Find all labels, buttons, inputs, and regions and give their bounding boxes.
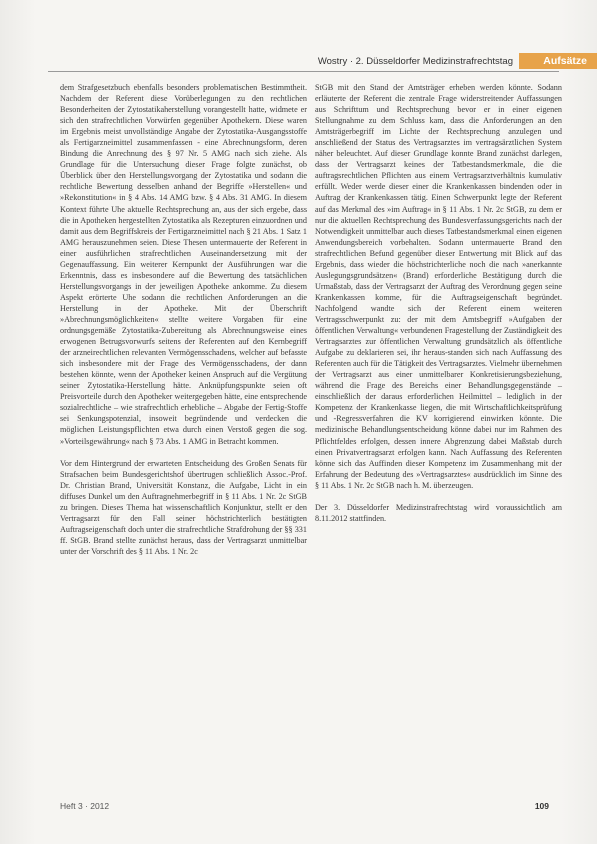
page-header [215,53,597,69]
left-paragraph-1: dem Strafgesetzbuch ebenfalls besonders problematischen Bestimmtheit. Nachdem der Referent diese Vorüberlegungen zu den rechtlichen Besonderheiten der Zytostatikaherstellung vorangestellt hatte, widmete er sich den strafrechtlichen Vorwürfen gegenüber Apothekern. Diese waren im Ergebnis meist unvollständige Angabe der Zytostatika-Ausgangsstoffe als Fertigarzneimittel zusammenfassen - eine Abrechnungsform, deren Bindung die Anrechnung des § 97 Nr. 5 AMG nach sich ziehe. Als Grundlage für die Untersuchung dieser Frage folgte zunächst, ob Überblick über den Herstellungsvorgang der Zytostatika und sodann die rechtliche Bewertung desselben anhand der Begriffe »Herstellen« und »Rekonstitution« in § 4 Abs. 14 AMG bzw. § 4 Abs. 31 AMG. In diesem Kontext führte Uhe aktuelle Rechtsprechung an, aus der sich ergebe, dass die in Apotheken hergestellten Zytostatika als Rezepturen einzuordnen und damit aus dem Begriffskreis der Fertigarzneimittel nach § 21 Abs. 1 Satz 1 AMG herauszunehmen seien. Diese Thesen untermauerte der Referent in einer ausführlichen strafrechtlichen Auseinandersetzung mit der Gegenauffassung. Ein weiterer Kernpunkt der Ausführungen war die Erkenntnis, dass es insbesondere auf die Bewertung des tatsächlichen Herstellungsvorgangs in der jeweiligen Apotheke ankomme. Zu diesem Aspekt erörterte Uhe sodann die rechtlichen Anforderungen an die Herstellung in der Apotheke. Mit der Überschrift »Abrechnungsmöglichkeiten« stellte weitere Vorgaben für eine ordnungsgemäße Zytostatika-Zubereitung als Abrechnungsweise eines erwogenen Betrugsvorwurfs seitens der Referenten auf den Kernbegriff der arzneirechtlichen relevanten Vermögensschadens, welcher auf befasste sich insbesondere mit der Frage des Vermögensschadens, der dann bestehen könnte, wenn der Apotheker keinen Anspruch auf die Vergütung seiner Zytostatika-Herstellung hätte. Anknüpfungspunkte seien oft Preisvorteile durch den Apotheker weitergegeben hätte, eine entsprechende sozialrechtliche – wie strafrechtlich erhebliche – Abgabe der Fertig-Stoffe sei Senkungspotenzial, insoweit begründende und verdecken die möglichen Leistungspflichten etwa durch einen Verstoß gegen die sog. »Vorteilsgewährung« nach § 73 Abs. 1 AMG in Betracht kommen. [60,83,307,446]
running-title: Wostry · 2. Düsseldorfer Medizinstrafrechtstag [317,55,513,67]
section-badge: Aufsätze [519,53,597,69]
right-paragraph-1: StGB mit den Stand der Amtsträger erheben werden könnte. Sodann erläuterte der Referent die zentrale Frage widerstreitender Auffassungen aus Schrifttum und Rechtsprechung bevor er in einer eigenen Stellungnahme zu dem Schluss kam, dass die Anforderungen an den Amtsträgerbegriff im Lichte der Rechtsprechung anzulegen und anschließend der Status des Vertragsarztes im vertragsärztlichen System näher beleuchtet. Auf dieser Grundlage konnte Brand zunächst darlegen, dass der Vertragsarzt keines der Tatbestandsmerkmale, die die auftragsrechtlichen Pflichten aus einem Vertragsarztverhältnis kumulativ erfüllt. Weder werde dieser einer die Krankenkassen bindenden oder in Auftrag der Krankenkassen tätig. Einen Schwerpunkt legte der Referent auf das Merkmal des »im Auftrag« in § 11 Abs. 1 Nr. 2c StGB, zu dem er nur die aktuellen Rechtsprechung des Bundesverfassungsgerichts nach der Notwendigkeit unmittelbar auch dieses Tatbestandsmerkmal einen eigenen Anwendungsbereich vorbehalten. Sodann untermauerte Brand den strafrechtlichen Befund gegenüber dieser Entwertung mit Blick auf das Ergebnis, dass wieder die höchstrichterliche noch die nach »anerkannte Auslegungsgrundsätzen« (Brand) erforderliche Bestätigung durch die Urmaßstab, dass der Vertragsarzt der Auftrag des Verordnung gegen seine Krankenkassen komme, für die Auftragseigenschaft begründet. Nachfolgend wandte sich der Referent einem weiteren Vertragsschwerpunkt zu: der mit dem Amtsbegriff »Aufgaben der öffentlichen Verwaltung« verbundenen Fragestellung der Zuständigkeit des Vertragsarztes zur öffentlichen Verwaltung grundsätzlich als öffentliche Aufgabe zu deklarieren sei, ihr heraus-standen sich nach Auffassung des Referenten auch für die Tätigkeit des Vertragsarztes. Vielmehr übernehmen der Vertragsarzt aus einer unmittelbarer Konkretisierungsbeziehung, während die Frage des Bereichs einer Behandlungsgegenstände – einschließlich der daraus erforderlichen Heilmittel – lediglich in der Kompetenz der Krankenkasse liegen, die mit Wirtschaftlichkeitsprüfung und -Regressverfahren die KV korrigierend einwirken könnte. Die medizinische Behandlungsentscheidung könne dabei nur im Rahmen des Pflichtfeldes erfolgen, dessen innere Abgrenzung dabei Maßstab durch einen Privatvertragsarzt erfolgen kann. Nach Auffassung des Referenten könne sich das Auffinden dieser Kompetenz im Zusammenhang mit der Erfahrung der Bedeutung des »Vertragsarztes« ausdrücklich im Sinne des § 11 Abs. 1 Nr. 2c StGB nach h. M. überzeugen. [315,83,562,490]
left-paragraph-2: Vor dem Hintergrund der erwarteten Entscheidung des Großen Senats für Strafsachen beim Bundesgerichtshof übertrugen schließlich Assoc.-Prof. Dr. Christian Brand, Universität Konstanz, die Aufgabe, Licht in ein diffuses Dunkel um den Auftragnehmerbegriff in § 11 Abs. 1 Nr. 2c StGB zu bringen. Dieses Thema hat wissenschaftlich Konjunktur, stellt er den Vertragsarzt für den Fall seiner höchstrichterlich bestätigten Auftragseigenschaft doch unter die strafrechtliche Strafdrohung der §§ 331 ff. StGB. Brand stellte zunächst heraus, dass der Vertragsarzt unmittelbar unter der Vorschrift des § 11 Abs. 1 Nr. 2c [60,458,307,556]
right-column [315,82,562,524]
issue-label: Heft 3 · 2012 [60,801,110,811]
page-footer [60,801,549,811]
header-divider [48,71,559,72]
right-paragraph-2: Der 3. Düsseldorfer Medizinstrafrechtstag wird voraussichtlich am 8.11.2012 stattfinden. [315,502,562,523]
page-number: 109 [534,801,549,811]
left-column [60,82,307,557]
